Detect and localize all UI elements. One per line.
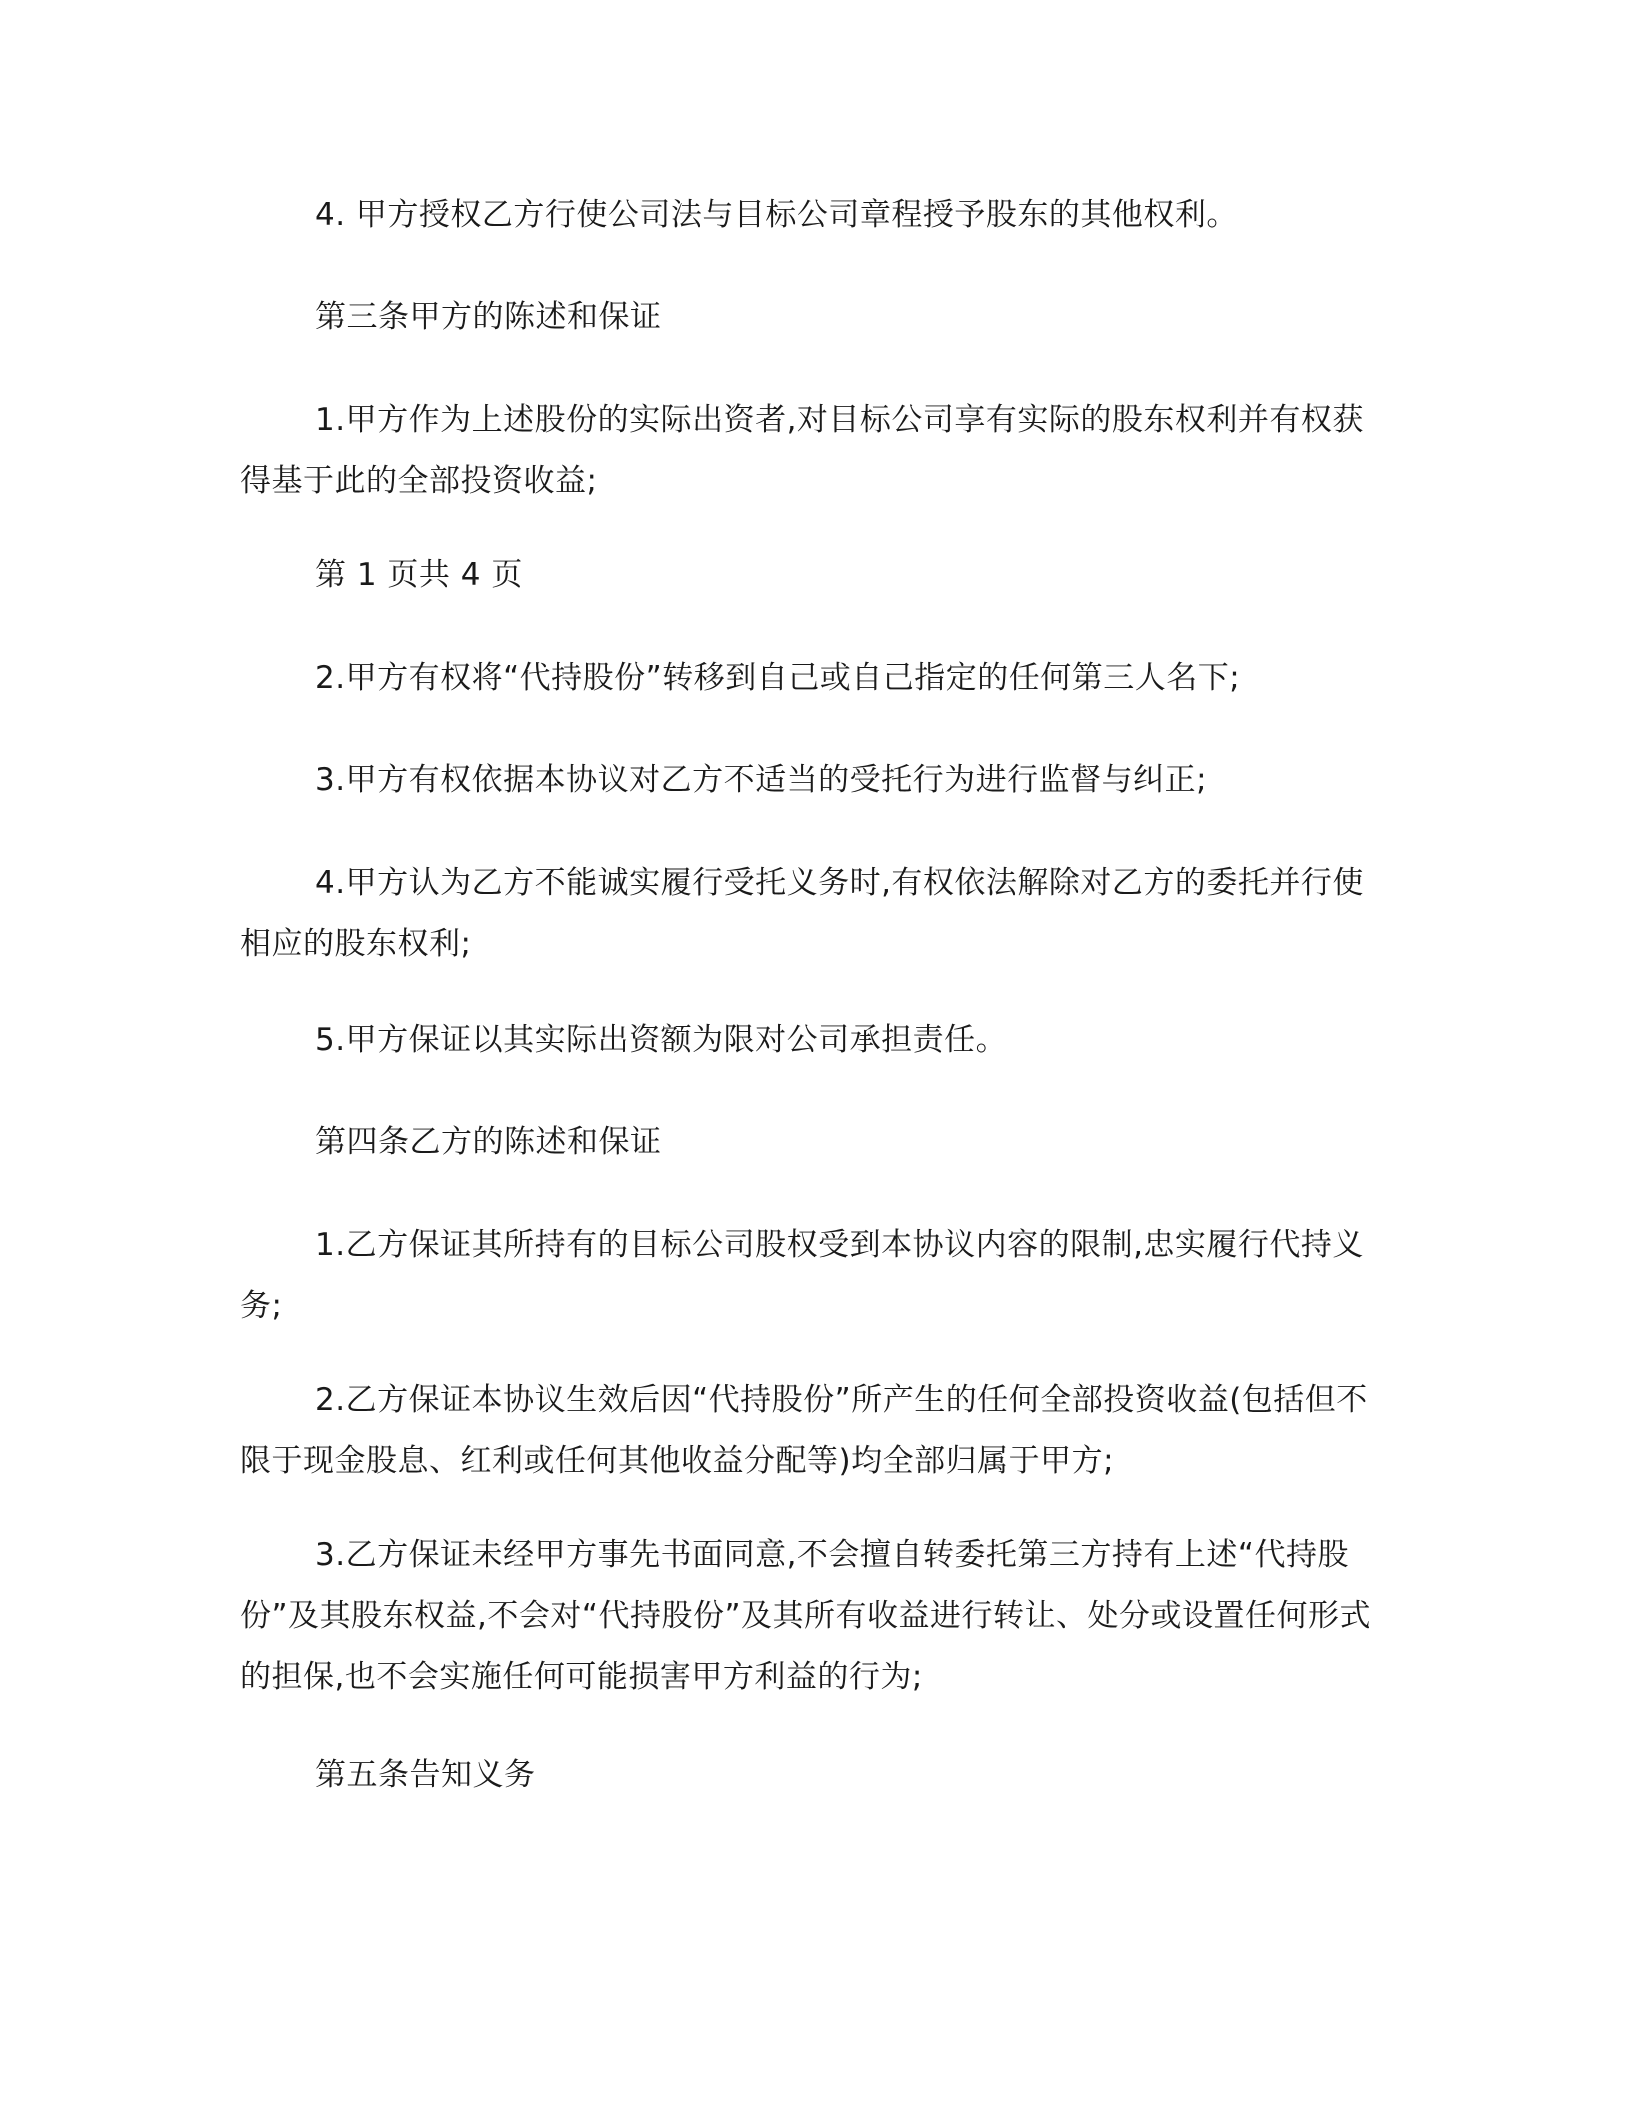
- paragraph-article-3-item-4: 4.甲方认为乙方不能诚实履行受托义务时,有权依法解除对乙方的委托并行使相应的股东权利;: [240, 865, 1364, 962]
- heading-article-4: 第四条乙方的陈述和保证: [315, 1124, 662, 1160]
- paragraph-article-4-item-2: 2.乙方保证本协议生效后因“代持股份”所产生的任何全部投资收益(包括但不限于现金股息、红利或任何其他收益分配等)均全部归属于甲方;: [240, 1382, 1368, 1479]
- heading-article-3: 第三条甲方的陈述和保证: [315, 299, 662, 335]
- heading-article-5: 第五条告知义务: [315, 1757, 536, 1793]
- paragraph-article-3-item-5: 5.甲方保证以其实际出资额为限对公司承担责任。: [315, 1022, 1008, 1058]
- paragraph-clause-4-authorization: 4. 甲方授权乙方行使公司法与目标公司章程授予股东的其他权利。: [315, 197, 1238, 233]
- paragraph-article-4-item-3: 3.乙方保证未经甲方事先书面同意,不会擅自转委托第三方持有上述“代持股份”及其股东权益,不会对“代持股份”及其所有收益进行转让、处分或设置任何形式的担保,也不会实施任何可能损害甲方利益的行为;: [240, 1537, 1372, 1695]
- paragraph-article-3-item-3: 3.甲方有权依据本协议对乙方不适当的受托行为进行监督与纠正;: [315, 762, 1208, 798]
- paragraph-article-3-item-2: 2.甲方有权将“代持股份”转移到自己或自己指定的任何第三人名下;: [315, 660, 1241, 696]
- paragraph-article-3-item-1: 1.甲方作为上述股份的实际出资者,对目标公司享有实际的股东权利并有权获得基于此的全部投资收益;: [240, 402, 1364, 499]
- paragraph-article-4-item-1: 1.乙方保证其所持有的目标公司股权受到本协议内容的限制,忠实履行代持义务;: [240, 1227, 1364, 1324]
- page-number-label: 第 1 页共 4 页: [315, 557, 523, 593]
